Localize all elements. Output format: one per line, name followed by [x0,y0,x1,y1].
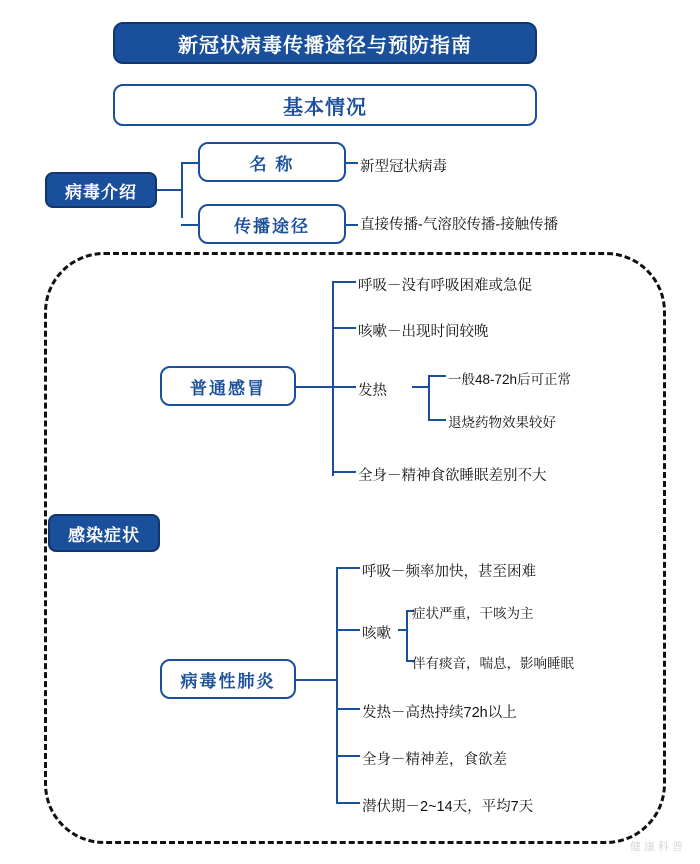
connector [336,629,360,631]
leaf-pneumonia-general: 全身－精神差，食欲差 [362,752,507,768]
leaf-cold-fever: 发热 [358,383,387,399]
node-common-cold: 普通感冒 [160,366,296,406]
connector [336,708,360,710]
connector [428,375,446,377]
leaf-pneumonia-fever: 发热－高热持续72h以上 [362,705,517,721]
connector [336,567,360,569]
connector [336,755,360,757]
leaf-pneumonia-breathing: 呼吸－频率加快，甚至困难 [362,564,536,580]
connector [428,375,430,419]
leaf-pneumonia-cough: 咳嗽 [362,626,391,642]
connector [346,224,358,226]
node-virus-name: 名 称 [198,142,346,182]
connector [181,162,183,218]
node-virus-intro: 病毒介绍 [45,172,157,208]
connector [296,679,336,681]
connector [412,386,428,388]
value-transmission-route: 直接传播-气溶胶传播-接触传播 [360,217,559,233]
connector [332,281,334,476]
connector [332,327,356,329]
node-transmission-route: 传播途径 [198,204,346,244]
connector [336,567,338,803]
watermark: 健康科普 [630,841,686,853]
connector [181,162,198,164]
connector [332,386,356,388]
leaf-pneumonia-incubation: 潜伏期－2~14天，平均7天 [362,799,534,815]
leaf-pneumonia-cough-sub-2: 伴有痰音，喘息，影响睡眠 [412,656,574,671]
connector [157,189,181,191]
connector [398,629,406,631]
leaf-cold-breathing: 呼吸－没有呼吸困难或急促 [358,278,532,294]
connector [406,610,408,660]
node-viral-pneumonia: 病毒性肺炎 [160,659,296,699]
node-infection-symptoms: 感染症状 [48,514,160,552]
leaf-cold-fever-sub-2: 退烧药物效果较好 [448,415,556,430]
leaf-cold-general: 全身－精神食欲睡眠差别不大 [358,468,547,484]
section-basic-situation: 基本情况 [113,84,537,126]
connector [296,386,332,388]
connector [332,281,356,283]
connector [346,162,358,164]
connector [336,802,360,804]
page-title: 新冠状病毒传播途径与预防指南 [113,22,537,64]
connector [181,224,198,226]
leaf-pneumonia-cough-sub-1: 症状严重，干咳为主 [412,606,534,621]
connector [332,471,356,473]
leaf-cold-fever-sub-1: 一般48-72h后可正常 [448,372,572,387]
value-virus-name: 新型冠状病毒 [360,159,447,175]
connector [428,419,446,421]
leaf-cold-cough: 咳嗽－出现时间较晚 [358,324,489,340]
